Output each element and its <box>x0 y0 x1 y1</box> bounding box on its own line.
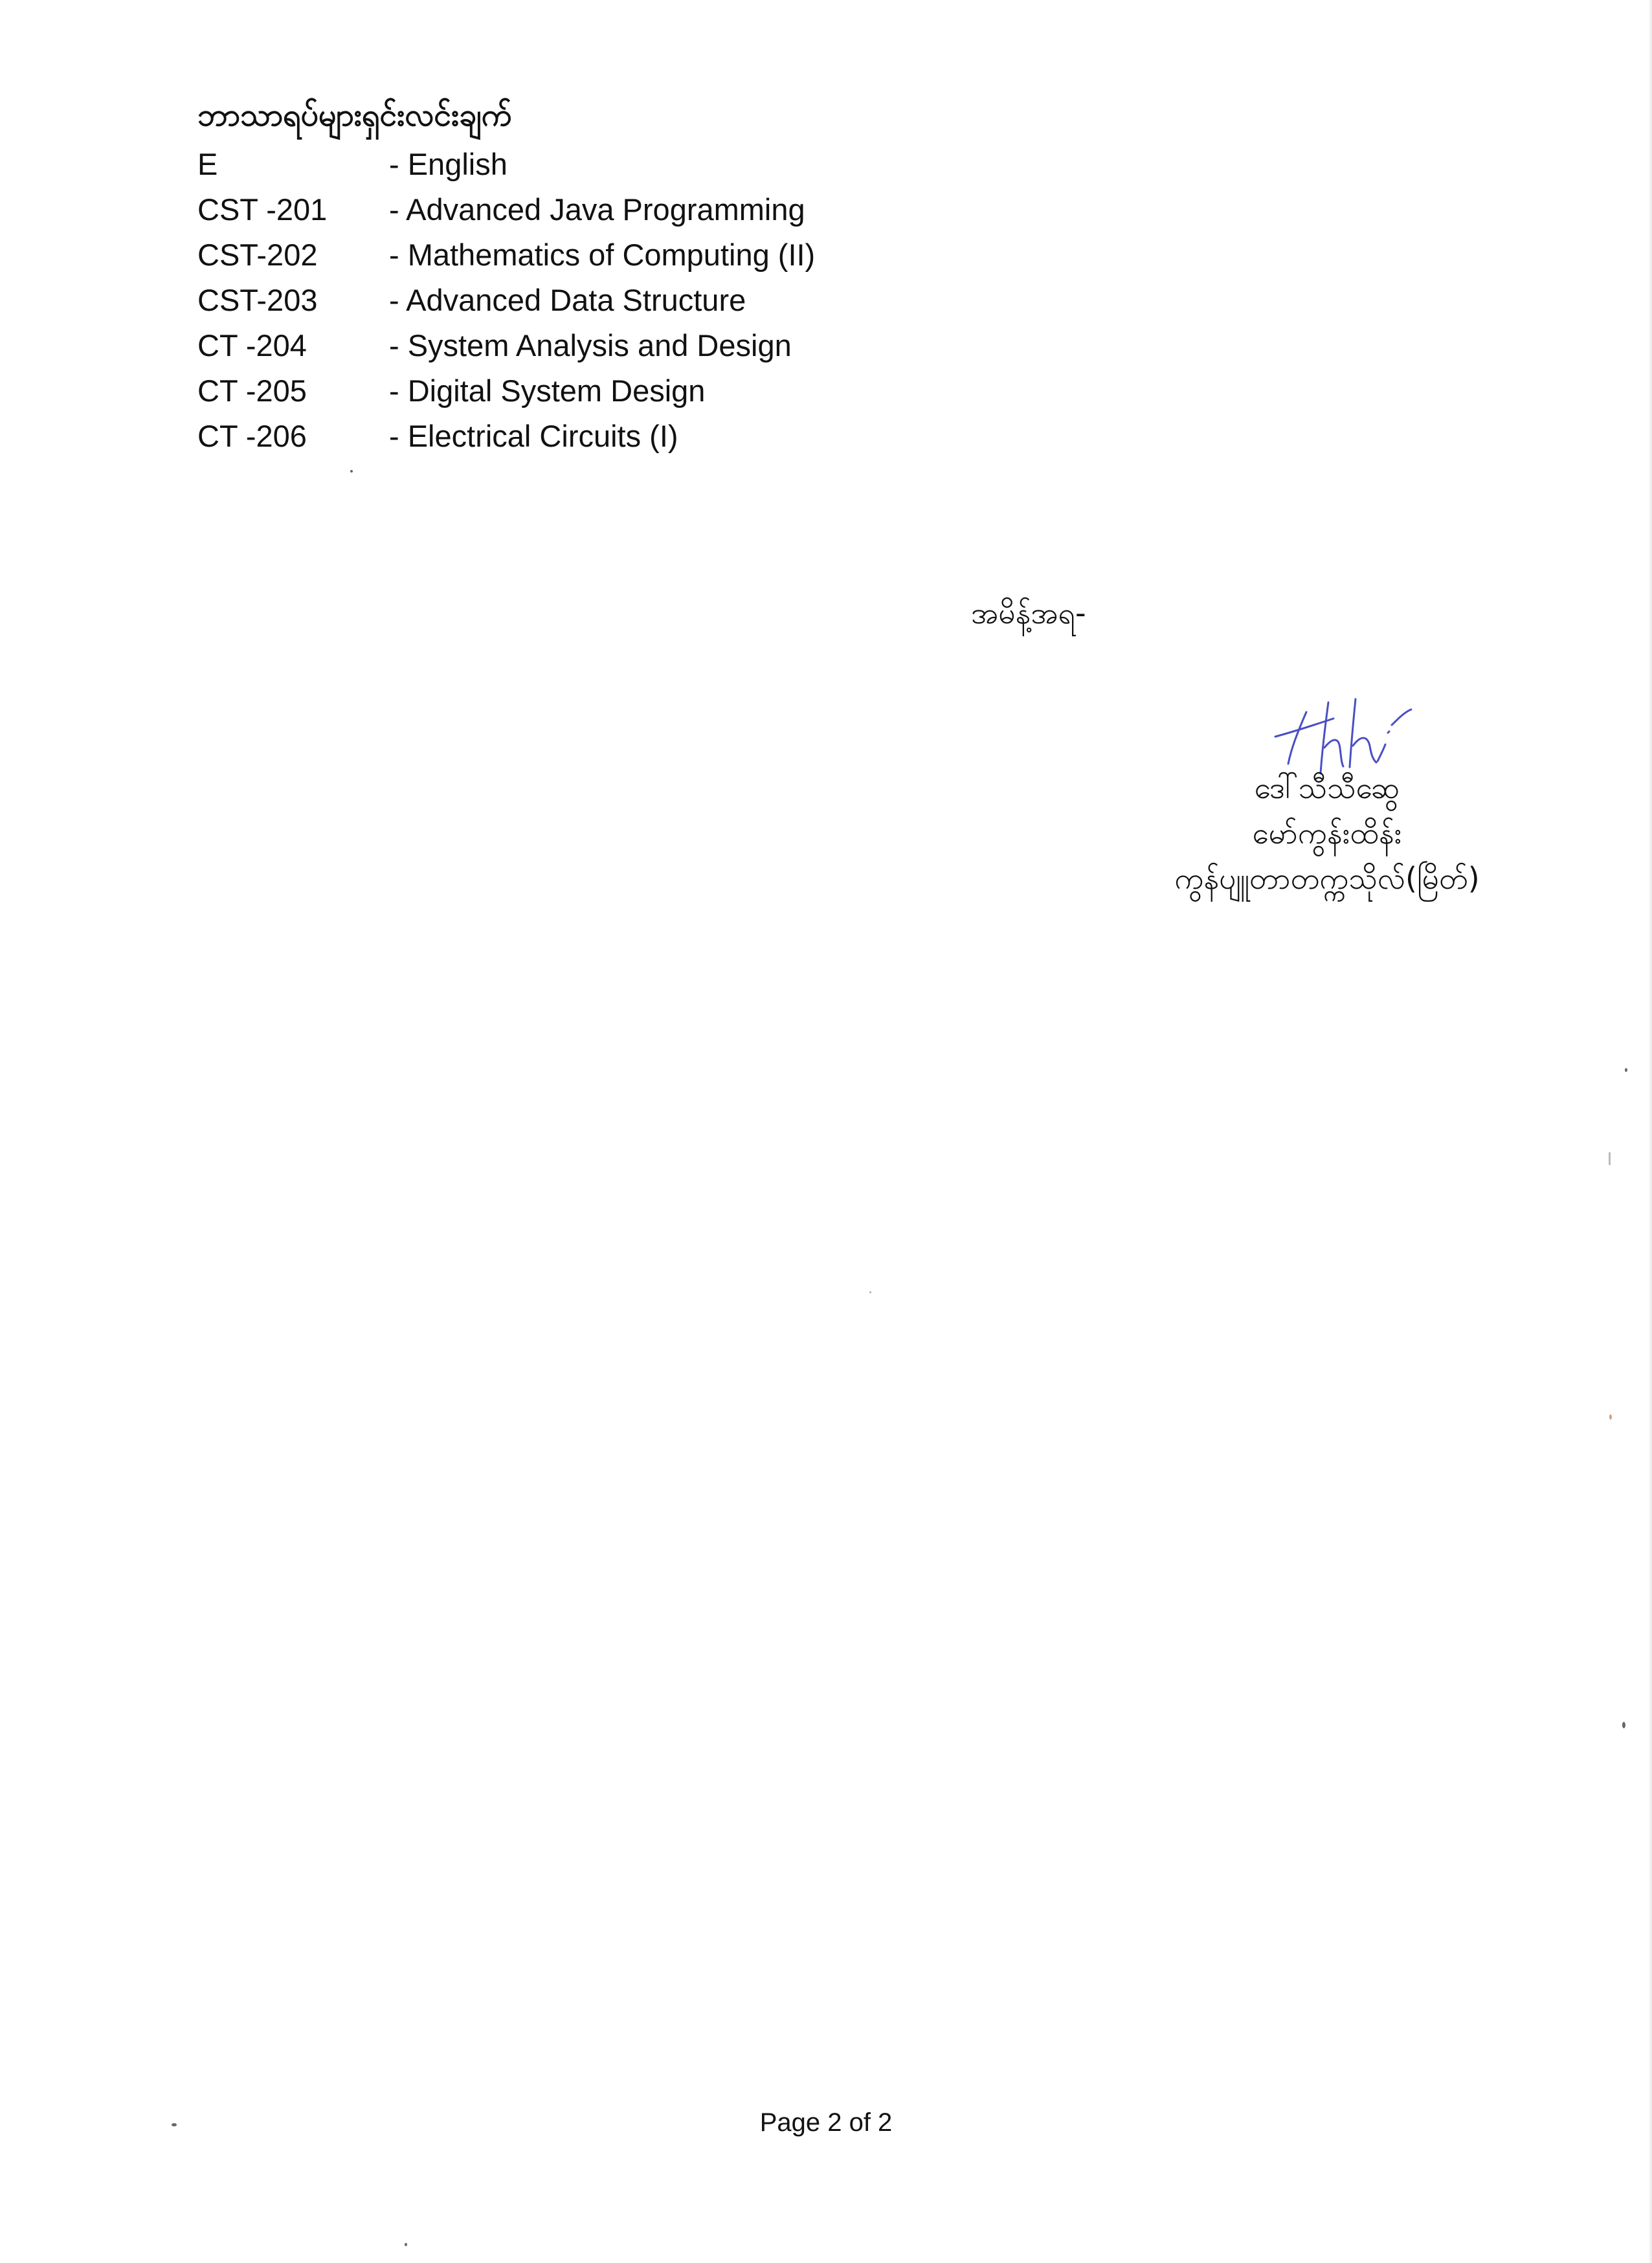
subject-row <box>197 281 1104 326</box>
subject-name: - Advanced Data Structure <box>389 283 746 317</box>
subject-code: E <box>197 147 218 181</box>
signer-title: မော်ကွန်းထိန်း <box>1252 816 1402 851</box>
scan-speck <box>172 2123 177 2126</box>
subject-code: CT -206 <box>197 419 307 453</box>
subject-row <box>197 236 1104 281</box>
subject-name: - Mathematics of Computing (II) <box>389 238 816 272</box>
subject-row <box>197 372 1104 417</box>
signer-name: ဒေါ်သီသီဆွေ <box>1254 770 1400 805</box>
scan-speck <box>869 1291 871 1293</box>
scan-speck <box>1625 1068 1627 1072</box>
subject-name: - Electrical Circuits (I) <box>389 419 678 453</box>
subject-code: CT -204 <box>197 328 307 362</box>
subject-row <box>197 417 1104 462</box>
signer-organization: ကွန်ပျူတာတက္ကသိုလ်(မြိတ်) <box>1174 861 1480 896</box>
subject-list <box>197 145 1104 462</box>
scan-speck <box>350 470 353 473</box>
scan-speck <box>405 2243 407 2246</box>
subject-code: CST-203 <box>197 283 318 317</box>
subject-code: CST -201 <box>197 192 328 227</box>
subject-name: - System Analysis and Design <box>389 328 792 362</box>
subject-name: - Advanced Java Programming <box>389 192 805 227</box>
subject-name: - English <box>389 147 508 181</box>
page-edge-shadow <box>1648 0 1652 2263</box>
handwritten-signature <box>1269 686 1424 783</box>
subject-list-heading: ဘာသာရပ်များရှင်းလင်းချက် <box>197 97 512 133</box>
by-order-label: အမိန့်အရ- <box>971 596 1086 630</box>
subject-row <box>197 326 1104 372</box>
scan-speck <box>1609 1414 1612 1420</box>
page-number: Page 2 of 2 <box>759 2108 893 2137</box>
subject-name: - Digital System Design <box>389 373 706 408</box>
scan-speck <box>1622 1722 1625 1728</box>
subject-code: CST-202 <box>197 238 318 272</box>
signature-block <box>1100 686 1554 919</box>
subject-code: CT -205 <box>197 373 307 408</box>
subject-row <box>197 145 1104 190</box>
scan-speck <box>1609 1152 1611 1165</box>
subject-row <box>197 190 1104 236</box>
